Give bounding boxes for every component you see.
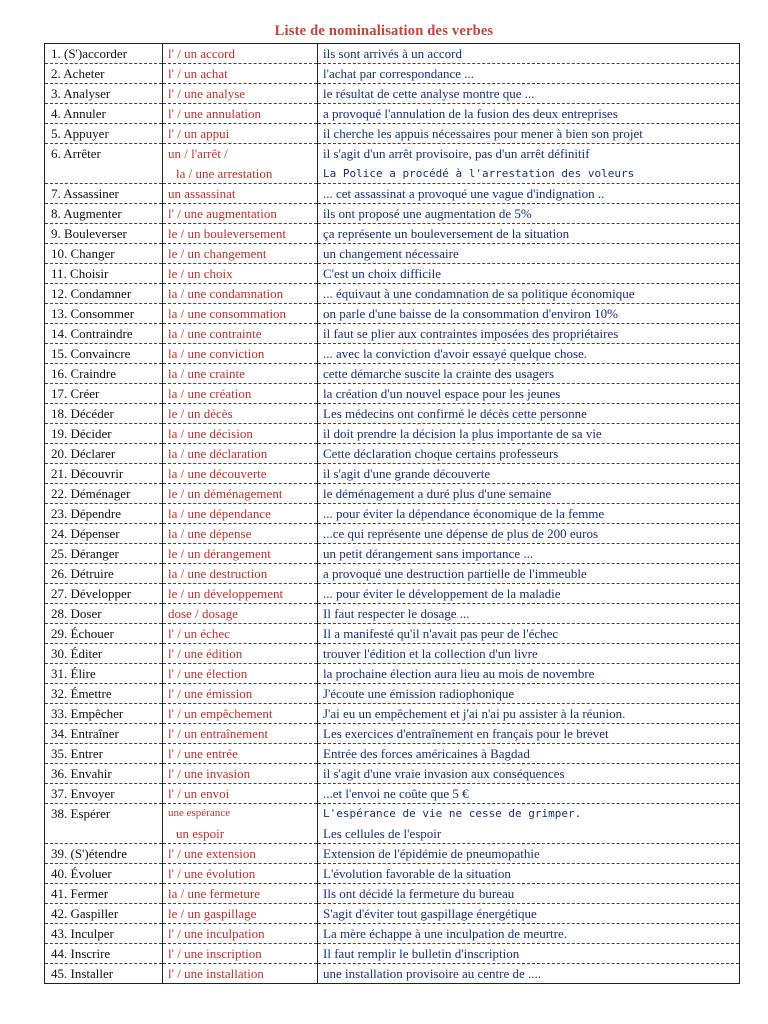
noun-cell: l' / une augmentation xyxy=(163,204,318,224)
table-row xyxy=(45,684,740,704)
table-row xyxy=(45,944,740,964)
example-cell: un petit dérangement sans importance ... xyxy=(318,544,740,564)
noun-cell: l' / une élection xyxy=(163,664,318,684)
verb-cell: 27. Développer xyxy=(45,584,163,604)
verb-cell: 9. Bouleverser xyxy=(45,224,163,244)
example-cell: le déménagement a duré plus d'une semaine xyxy=(318,484,740,504)
noun-cell: dose / dosage xyxy=(163,604,318,624)
verb-cell: 25. Déranger xyxy=(45,544,163,564)
verb-cell: 33. Empêcher xyxy=(45,704,163,724)
noun-text-secondary: la / une arrestation xyxy=(176,165,273,181)
noun-cell: l' / une installation xyxy=(163,964,318,984)
example-text-secondary: Les cellules de l'espoir xyxy=(323,825,442,841)
noun-cell: l' / une annulation xyxy=(163,104,318,124)
example-cell: ...ce qui représente une dépense de plus de 200 euros xyxy=(318,524,740,544)
example-text: L'espérance de vie ne cesse de grimper. xyxy=(323,807,582,820)
table-row xyxy=(45,364,740,384)
verb-cell: 45. Installer xyxy=(45,964,163,984)
noun-cell: la / une contrainte xyxy=(163,324,318,344)
verb-cell: 8. Augmenter xyxy=(45,204,163,224)
table-row xyxy=(45,844,740,864)
example-cell: Les médecins ont confirmé le décès cette personne xyxy=(318,404,740,424)
table-row xyxy=(45,524,740,544)
noun-cell: l' / une inculpation xyxy=(163,924,318,944)
table-row xyxy=(45,224,740,244)
noun-cell: l' / une évolution xyxy=(163,864,318,884)
noun-cell: la / une condamnation xyxy=(163,284,318,304)
example-cell: L'évolution favorable de la situation xyxy=(318,864,740,884)
table-row xyxy=(45,624,740,644)
verb-cell: 19. Décider xyxy=(45,424,163,444)
verb-cell: 7. Assassiner xyxy=(45,184,163,204)
example-cell: a provoqué une destruction partielle de l'immeuble xyxy=(318,564,740,584)
verb-cell: 2. Acheter xyxy=(45,64,163,84)
noun-cell: la / une découverte xyxy=(163,464,318,484)
example-cell xyxy=(318,804,740,844)
noun-cell: l' / une analyse xyxy=(163,84,318,104)
example-cell: trouver l'édition et la collection d'un livre xyxy=(318,644,740,664)
example-cell: ... équivaut à une condamnation de sa politique économique xyxy=(318,284,740,304)
table-row xyxy=(45,564,740,584)
example-cell: la prochaine élection aura lieu au mois de novembre xyxy=(318,664,740,684)
table-row xyxy=(45,784,740,804)
verb-cell: 21. Découvrir xyxy=(45,464,163,484)
table-row xyxy=(45,504,740,524)
example-cell: cette démarche suscite la crainte des usagers xyxy=(318,364,740,384)
example-cell: Cette déclaration choque certains professeurs xyxy=(318,444,740,464)
table-body xyxy=(45,44,740,984)
verb-cell: 40. Évoluer xyxy=(45,864,163,884)
verb-cell: 32. Émettre xyxy=(45,684,163,704)
example-cell: ils ont proposé une augmentation de 5% xyxy=(318,204,740,224)
noun-cell: le / un déménagement xyxy=(163,484,318,504)
noun-cell: la / une conviction xyxy=(163,344,318,364)
example-cell: on parle d'une baisse de la consommation d'environ 10% xyxy=(318,304,740,324)
verb-cell: 24. Dépenser xyxy=(45,524,163,544)
noun-cell: l' / une invasion xyxy=(163,764,318,784)
verb-cell: 17. Créer xyxy=(45,384,163,404)
example-cell: il faut se plier aux contraintes imposées des propriétaires xyxy=(318,324,740,344)
verb-cell: 10. Changer xyxy=(45,244,163,264)
noun-cell: l' / une inscription xyxy=(163,944,318,964)
verb-cell: 39. (S')étendre xyxy=(45,844,163,864)
table-row xyxy=(45,904,740,924)
example-cell: un changement nécessaire xyxy=(318,244,740,264)
noun-cell xyxy=(163,144,318,184)
verb-cell: 26. Détruire xyxy=(45,564,163,584)
table-row xyxy=(45,244,740,264)
table-row xyxy=(45,764,740,784)
table-row xyxy=(45,204,740,224)
verb-cell: 38. Espérer xyxy=(45,804,163,844)
verb-cell: 31. Élire xyxy=(45,664,163,684)
noun-cell: l' / un envoi xyxy=(163,784,318,804)
example-cell: ... cet assassinat a provoqué une vague d'indignation .. xyxy=(318,184,740,204)
noun-cell: l' / une entrée xyxy=(163,744,318,764)
example-cell: ... avec la conviction d'avoir essayé quelque chose. xyxy=(318,344,740,364)
example-cell: il s'agit d'une grande découverte xyxy=(318,464,740,484)
example-cell: S'agit d'éviter tout gaspillage énergétique xyxy=(318,904,740,924)
verb-cell: 20. Déclarer xyxy=(45,444,163,464)
noun-cell: l' / un échec xyxy=(163,624,318,644)
table-row xyxy=(45,324,740,344)
noun-cell: le / un changement xyxy=(163,244,318,264)
table-row xyxy=(45,644,740,664)
noun-text: un / l'arrêt / xyxy=(168,146,228,161)
noun-cell: la / une dépendance xyxy=(163,504,318,524)
noun-text: une espérance xyxy=(168,807,230,819)
example-cell: la création d'un nouvel espace pour les jeunes xyxy=(318,384,740,404)
table-row xyxy=(45,64,740,84)
noun-cell: la / une destruction xyxy=(163,564,318,584)
table-row xyxy=(45,484,740,504)
verb-cell: 3. Analyser xyxy=(45,84,163,104)
noun-cell: l' / un empêchement xyxy=(163,704,318,724)
example-cell: ... pour éviter la dépendance économique de la femme xyxy=(318,504,740,524)
verb-cell: 36. Envahir xyxy=(45,764,163,784)
table-row xyxy=(45,344,740,364)
verb-cell: 22. Déménager xyxy=(45,484,163,504)
example-cell: J'ai eu un empêchement et j'ai n'ai pu assister à la réunion. xyxy=(318,704,740,724)
verb-cell: 4. Annuler xyxy=(45,104,163,124)
verb-cell: 14. Contraindre xyxy=(45,324,163,344)
noun-cell: la / une déclaration xyxy=(163,444,318,464)
table-row xyxy=(45,304,740,324)
example-cell: il cherche les appuis nécessaires pour mener à bien son projet xyxy=(318,124,740,144)
table-row xyxy=(45,264,740,284)
noun-cell: l' / une édition xyxy=(163,644,318,664)
table-row xyxy=(45,884,740,904)
noun-cell: le / un gaspillage xyxy=(163,904,318,924)
noun-cell: le / un décès xyxy=(163,404,318,424)
verb-cell: 16. Craindre xyxy=(45,364,163,384)
table-row xyxy=(45,184,740,204)
table-row xyxy=(45,584,740,604)
example-cell: ils sont arrivés à un accord xyxy=(318,44,740,64)
table-row xyxy=(45,604,740,624)
verb-cell: 23. Dépendre xyxy=(45,504,163,524)
verb-cell: 1. (S')accorder xyxy=(45,44,163,64)
page-title: Liste de nominalisation des verbes xyxy=(274,23,494,39)
noun-cell: le / un dérangement xyxy=(163,544,318,564)
table-row xyxy=(45,124,740,144)
verb-cell: 37. Envoyer xyxy=(45,784,163,804)
example-cell: Il a manifesté qu'il n'avait pas peur de l'échec xyxy=(318,624,740,644)
example-cell: une installation provisoire au centre de .... xyxy=(318,964,740,984)
noun-cell: l' / un entraînement xyxy=(163,724,318,744)
example-cell: ça représente un bouleversement de la situation xyxy=(318,224,740,244)
table-row xyxy=(45,284,740,304)
example-cell: C'est un choix difficile xyxy=(318,264,740,284)
nominalisation-table xyxy=(44,43,740,984)
table-row xyxy=(45,424,740,444)
noun-cell: le / un bouleversement xyxy=(163,224,318,244)
verb-cell: 35. Entrer xyxy=(45,744,163,764)
example-cell: Il faut respecter le dosage ... xyxy=(318,604,740,624)
verb-cell: 30. Éditer xyxy=(45,644,163,664)
verb-cell: 5. Appuyer xyxy=(45,124,163,144)
noun-cell: l' / une extension xyxy=(163,844,318,864)
example-cell: a provoqué l'annulation de la fusion des deux entreprises xyxy=(318,104,740,124)
verb-cell: 12. Condamner xyxy=(45,284,163,304)
verb-cell: 42. Gaspiller xyxy=(45,904,163,924)
noun-cell: un assassinat xyxy=(163,184,318,204)
verb-cell: 44. Inscrire xyxy=(45,944,163,964)
table-row xyxy=(45,544,740,564)
noun-cell: le / un choix xyxy=(163,264,318,284)
noun-text-secondary: un espoir xyxy=(176,825,225,841)
noun-cell: la / une création xyxy=(163,384,318,404)
verb-cell: 43. Inculper xyxy=(45,924,163,944)
noun-cell: la / une crainte xyxy=(163,364,318,384)
example-cell: l'achat par correspondance ... xyxy=(318,64,740,84)
noun-cell xyxy=(163,804,318,844)
verb-cell: 13. Consommer xyxy=(45,304,163,324)
example-cell: Entrée des forces américaines à Bagdad xyxy=(318,744,740,764)
example-cell: ... pour éviter le développement de la maladie xyxy=(318,584,740,604)
example-cell: Les exercices d'entraînement en français pour le brevet xyxy=(318,724,740,744)
example-cell: Extension de l'épidémie de pneumopathie xyxy=(318,844,740,864)
verb-cell: 11. Choisir xyxy=(45,264,163,284)
verb-cell: 6. Arrêter xyxy=(45,144,163,184)
example-cell: il s'agit d'une vraie invasion aux conséquences xyxy=(318,764,740,784)
example-cell: le résultat de cette analyse montre que ... xyxy=(318,84,740,104)
table-row xyxy=(45,144,740,184)
verb-cell: 18. Décéder xyxy=(45,404,163,424)
example-text-secondary: La Police a procédé à l'arrestation des voleurs xyxy=(323,166,635,180)
table-row xyxy=(45,804,740,844)
table-row xyxy=(45,664,740,684)
example-cell: J'écoute une émission radiophonique xyxy=(318,684,740,704)
noun-cell: la / une fermeture xyxy=(163,884,318,904)
example-cell: Il faut remplir le bulletin d'inscription xyxy=(318,944,740,964)
noun-cell: l' / un accord xyxy=(163,44,318,64)
table-row xyxy=(45,924,740,944)
table-row xyxy=(45,704,740,724)
noun-cell: la / une consommation xyxy=(163,304,318,324)
noun-cell: la / une dépense xyxy=(163,524,318,544)
table-row xyxy=(45,744,740,764)
example-cell xyxy=(318,144,740,184)
example-cell: il doit prendre la décision la plus importante de sa vie xyxy=(318,424,740,444)
table-row xyxy=(45,964,740,984)
verb-cell: 28. Doser xyxy=(45,604,163,624)
example-cell: ...et l'envoi ne coûte que 5 € xyxy=(318,784,740,804)
verb-cell: 29. Échouer xyxy=(45,624,163,644)
verb-cell: 41. Fermer xyxy=(45,884,163,904)
table-row xyxy=(45,864,740,884)
noun-cell: la / une décision xyxy=(163,424,318,444)
example-cell: Ils ont décidé la fermeture du bureau xyxy=(318,884,740,904)
verb-cell: 15. Convaincre xyxy=(45,344,163,364)
verb-cell: 34. Entraîner xyxy=(45,724,163,744)
table-row xyxy=(45,464,740,484)
table-row xyxy=(45,444,740,464)
noun-cell: le / un développement xyxy=(163,584,318,604)
table-row xyxy=(45,44,740,64)
noun-cell: l' / un appui xyxy=(163,124,318,144)
table-row xyxy=(45,104,740,124)
table-row xyxy=(45,384,740,404)
table-row xyxy=(45,84,740,104)
example-cell: La mère échappe à une inculpation de meurtre. xyxy=(318,924,740,944)
example-text: il s'agit d'un arrêt provisoire, pas d'un arrêt définitif xyxy=(323,146,590,161)
noun-cell: l' / une émission xyxy=(163,684,318,704)
noun-cell: l' / un achat xyxy=(163,64,318,84)
table-row xyxy=(45,404,740,424)
table-row xyxy=(45,724,740,744)
